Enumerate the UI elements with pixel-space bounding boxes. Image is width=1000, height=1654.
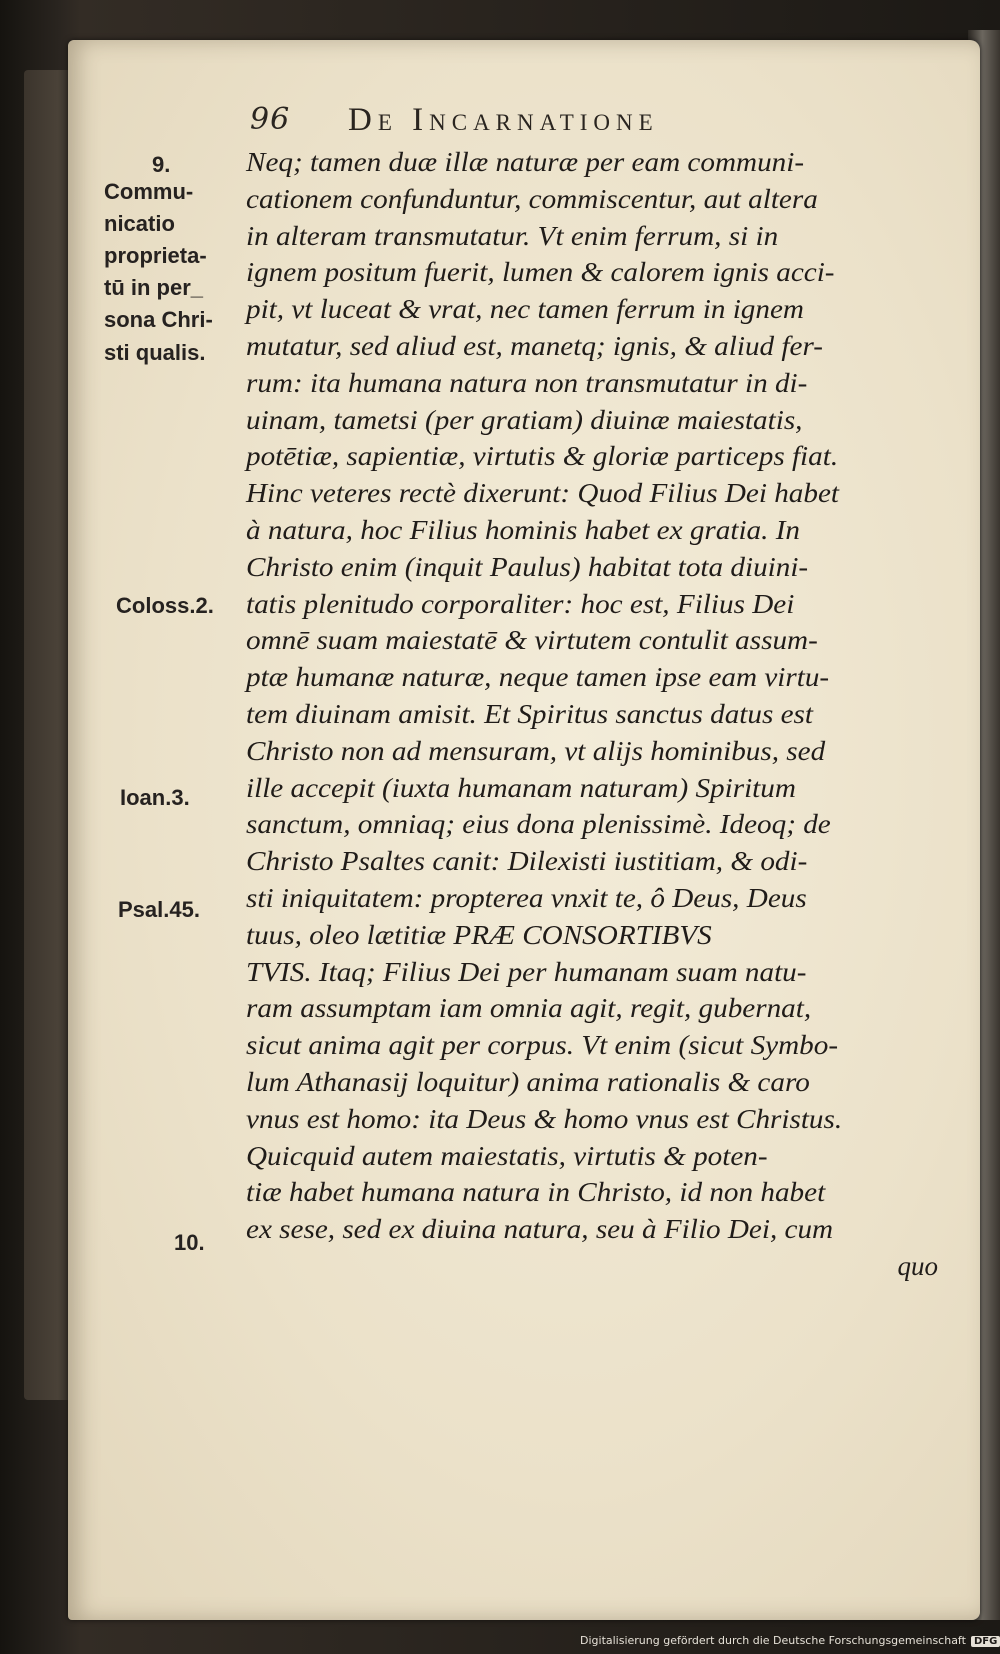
text-line-content: ptæ humanæ naturæ, neque tamen ipse eam virtu- <box>246 662 830 693</box>
book-page <box>68 40 980 1620</box>
text-line <box>246 954 946 991</box>
text-line <box>246 659 946 696</box>
catchword-line <box>246 1248 946 1285</box>
text-line <box>246 328 946 365</box>
text-line-content: TVIS. Itaq; Filius Dei per humanam suam natu- <box>246 956 807 987</box>
text-line <box>246 770 946 807</box>
text-line <box>246 1211 946 1248</box>
margin-note-reference: Coloss.2. <box>116 593 214 618</box>
digitization-credit <box>580 1634 998 1654</box>
text-line-content: Neq; tamen duæ illæ naturæ per eam communi- <box>246 147 805 177</box>
text-line <box>246 365 946 402</box>
text-line-content: Christo non ad mensuram, vt alijs hominibus, sed <box>246 735 826 766</box>
text-line-content: mutatur, sed aliud est, manetq; ignis, & aliud fer- <box>246 330 823 361</box>
text-line <box>246 880 946 917</box>
text-line-content: sicut anima agit per corpus. Vt enim (sicut Symbo- <box>246 1030 839 1061</box>
text-line <box>246 1138 946 1175</box>
text-line <box>246 586 946 623</box>
text-line-content: Christo enim (inquit Paulus) habitat tota diuini- <box>246 551 809 582</box>
text-line-content: ex sese, sed ex diuina natura, seu à Filio Dei, cum <box>246 1214 834 1245</box>
text-line-content: vnus est homo: ita Deus & homo vnus est Christus. <box>246 1103 843 1134</box>
text-line-content: tiæ habet humana natura in Christo, id non habet <box>246 1177 826 1208</box>
text-line <box>246 512 946 549</box>
margin-note-heading-line: tū in per_ <box>104 275 204 300</box>
text-line-content: cationem confunduntur, commiscentur, aut altera <box>246 183 818 214</box>
text-line-content: ignem positum fuerit, lumen & calorem ignis acci- <box>246 257 835 288</box>
text-line <box>246 696 946 733</box>
text-line <box>246 475 946 512</box>
text-line-content: potētiæ, sapientiæ, virtutis & gloriæ particeps fiat. <box>246 441 839 472</box>
text-line <box>246 254 946 291</box>
text-line <box>246 1027 946 1064</box>
text-line <box>246 438 946 475</box>
text-line-content: lum Athanasij loquitur) anima rationalis & caro <box>246 1066 810 1097</box>
text-line <box>246 144 946 181</box>
text-line <box>246 990 946 1027</box>
text-line <box>246 181 946 218</box>
margin-note-heading-line: Commu- <box>104 179 194 204</box>
text-line-content: tatis plenitudo corporaliter: hoc est, Filius Dei <box>246 588 795 619</box>
text-line <box>246 1174 946 1211</box>
text-line-content: tuus, oleo lætitiæ PRÆ CONSORTIBVS <box>246 919 712 950</box>
margin-notes <box>68 40 238 1620</box>
text-line <box>246 843 946 880</box>
text-line-content: à natura, hoc Filius hominis habet ex gratia. In <box>246 514 801 545</box>
credit-text: Digitalisierung gefördert durch die Deutsche Forschungsgemeinschaft <box>580 1634 966 1647</box>
text-line-content: tem diuinam amisit. Et Spiritus sanctus datus est <box>246 698 814 729</box>
text-line <box>246 806 946 843</box>
text-line <box>246 402 946 439</box>
text-line <box>246 622 946 659</box>
text-line <box>246 218 946 255</box>
body-text <box>246 144 946 1285</box>
running-title: De Incarnatione <box>348 102 659 138</box>
text-line <box>246 549 946 586</box>
margin-note-heading-line: sti qualis. <box>104 340 206 365</box>
text-line-content: Quicquid autem maiestatis, virtutis & poten- <box>246 1140 768 1171</box>
text-line <box>246 917 946 954</box>
text-line-content: Hinc veteres rectè dixerunt: Quod Filius Dei habet <box>246 478 840 509</box>
margin-note-heading-line: sona Chri- <box>104 307 213 332</box>
text-line <box>246 1101 946 1138</box>
text-line <box>246 1064 946 1101</box>
margin-note-heading-line: proprieta- <box>104 243 207 268</box>
text-line-content: in alteram transmutatur. Vt enim ferrum, si in <box>246 220 779 251</box>
text-line-content: rum: ita humana natura non transmutatur in di- <box>246 367 808 398</box>
margin-note-heading-line: nicatio <box>104 211 175 236</box>
text-line <box>246 291 946 328</box>
text-line <box>246 733 946 770</box>
text-line-content: Christo Psaltes canit: Dilexisti iustitiam, & odi- <box>246 846 808 877</box>
margin-note-section-9: 9. <box>152 152 171 177</box>
text-line-content: sanctum, omniaq; eius dona plenissimè. Ideoq; de <box>246 809 831 840</box>
dfg-logo: DFG <box>971 1636 1000 1647</box>
text-line-content: uinam, tametsi (per gratiam) diuinæ maiestatis, <box>246 404 803 435</box>
margin-note-reference: Ioan.3. <box>120 785 190 810</box>
catchword: quo <box>897 1250 938 1281</box>
text-line-content: omnē suam maiestatē & virtutem contulit assum- <box>246 625 818 656</box>
text-line-content: sti iniquitatem: propterea vnxit te, ô Deus, Deus <box>246 882 807 913</box>
text-line-content: ram assumptam iam omnia agit, regit, gubernat, <box>246 993 812 1024</box>
margin-note-section-10: 10. <box>174 1230 205 1255</box>
page-number: 96 <box>250 102 291 137</box>
text-line-content: ille accepit (iuxta humanam naturam) Spiritum <box>246 772 796 803</box>
text-line-content: pit, vt luceat & vrat, nec tamen ferrum in ignem <box>246 294 804 325</box>
margin-note-reference: Psal.45. <box>118 897 200 922</box>
